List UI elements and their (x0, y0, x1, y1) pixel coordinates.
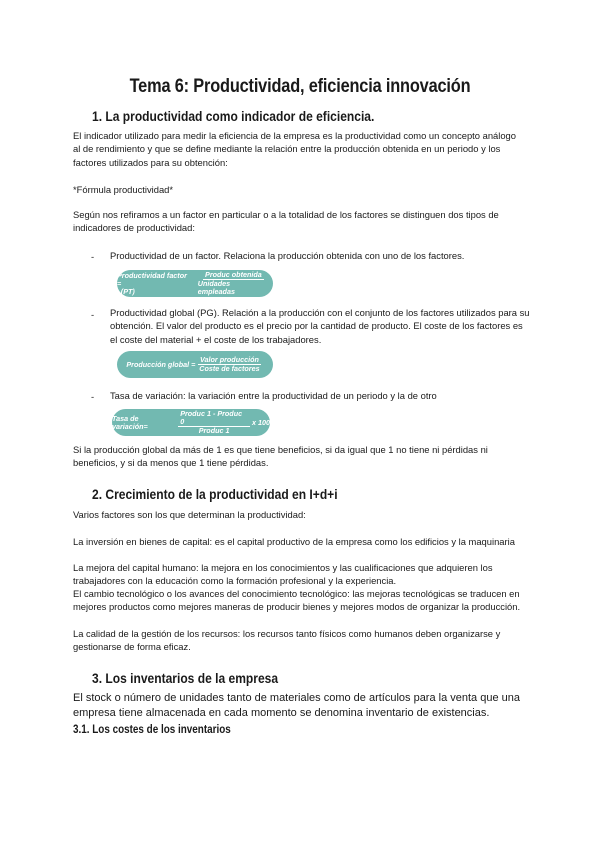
bullet-dash: - (91, 391, 95, 402)
formula-tasa-lhs: Tasa de variación= (112, 413, 148, 431)
section-2-item-calidad-gestion: La calidad de la gestión de los recursos: los recursos tanto físicos como humanos deben organizarse y gestionarse de forma eficaz. (73, 628, 501, 653)
section-2-item-cambio-tecnologico: El cambio tecnológico o los avances del conocimiento tecnológico: las mejoras tecnológicas se traducen en mejores productos como mejores maneras de producir bienes y mejores modos de organizar la producción. (73, 588, 521, 613)
section-1-paragraph-3: Si la producción global da más de 1 es que tiene beneficios, si da igual que 1 no tiene ni pérdidas ni beneficios, y si da menos que 1 tiene pérdidas. (73, 444, 488, 469)
section-2-item-capital-humano: La mejora del capital humano: la mejora en los conocimientos y las cualificaciones que adquieren los trabajadores con la educación como la formación profesional y la experiencia. (73, 562, 493, 587)
formula-tasa-fraction (178, 410, 250, 435)
bullet-global-text: Productividad global (PG). Relación a la producción con el conjunto de los factores utilizados para su obtención. El valor del producto es el precio por la cantidad de producto. El coste de los factores es el coste del material + el coste de los trabajadores. (110, 307, 530, 345)
bullet-factor-text: Productividad de un factor. Relaciona la producción obtenida con uno de los factores. (110, 250, 465, 261)
formula-factor-lhs-sub: (PT) (120, 286, 135, 296)
document-title: Tema 6: Productividad, eficiencia innovación (129, 76, 471, 97)
bullet-dash: - (91, 309, 95, 320)
formula-tasa-rhs: x 100 (252, 417, 271, 427)
formula-global-fraction (197, 356, 261, 373)
bullet-dash: - (91, 251, 95, 262)
bullet-tasa-text: Tasa de variación: la variación entre la productividad de un periodo y la de otro (110, 390, 437, 401)
formula-global-lhs: Producción global = (126, 359, 196, 369)
formula-factor-numerator: Produc obtenida (205, 270, 262, 279)
formula-factor-lhs: Productividad factor = (117, 270, 187, 288)
section-1-paragraph-1: El indicador utilizado para medir la eficiencia de la empresa es la productividad como un concepto análogo al de rendimiento y que se define mediante la relación entre la producción obtenida en un periodo y los factores utilizados para su obtención: (73, 130, 516, 168)
section-3-paragraph: El stock o número de unidades tanto de materiales como de artículos para la venta que una empresa tiene almacenada en cada momento se denomina inventario de existencias. (73, 692, 520, 719)
formula-tasa-variacion (112, 409, 270, 436)
section-1-paragraph-2: Según nos refiramos a un factor en particular o a la totalidad de los factores se distinguen dos tipos de indicadores de productividad: (73, 209, 499, 234)
formula-productividad-factor (117, 270, 273, 297)
section-2-item-capital: La inversión en bienes de capital: es el capital productivo de la empresa como los edificios y la maquinaria (73, 536, 515, 547)
section-2-heading: 2. Crecimiento de la productividad en I+d+i (92, 486, 338, 502)
formula-produccion-global (117, 351, 273, 378)
section-3-1-heading: 3.1. Los costes de los inventarios (73, 724, 231, 736)
section-2-intro: Varios factores son los que determinan la productividad: (73, 509, 306, 520)
section-1-heading: 1. La productividad como indicador de eficiencia. (92, 108, 375, 124)
formula-factor-denominator: Unidades empleadas (197, 279, 235, 296)
formula-note: *Fórmula productividad* (73, 184, 174, 195)
formula-tasa-numerator: Produc 1 - Produc 0 (178, 410, 250, 427)
section-3-heading: 3. Los inventarios de la empresa (92, 670, 279, 686)
formula-global-denominator: Coste de factores (199, 364, 260, 373)
formula-global-numerator: Valor producción (200, 355, 259, 364)
formula-factor-fraction (196, 271, 271, 296)
formula-tasa-denominator: Produc 1 (198, 426, 230, 435)
